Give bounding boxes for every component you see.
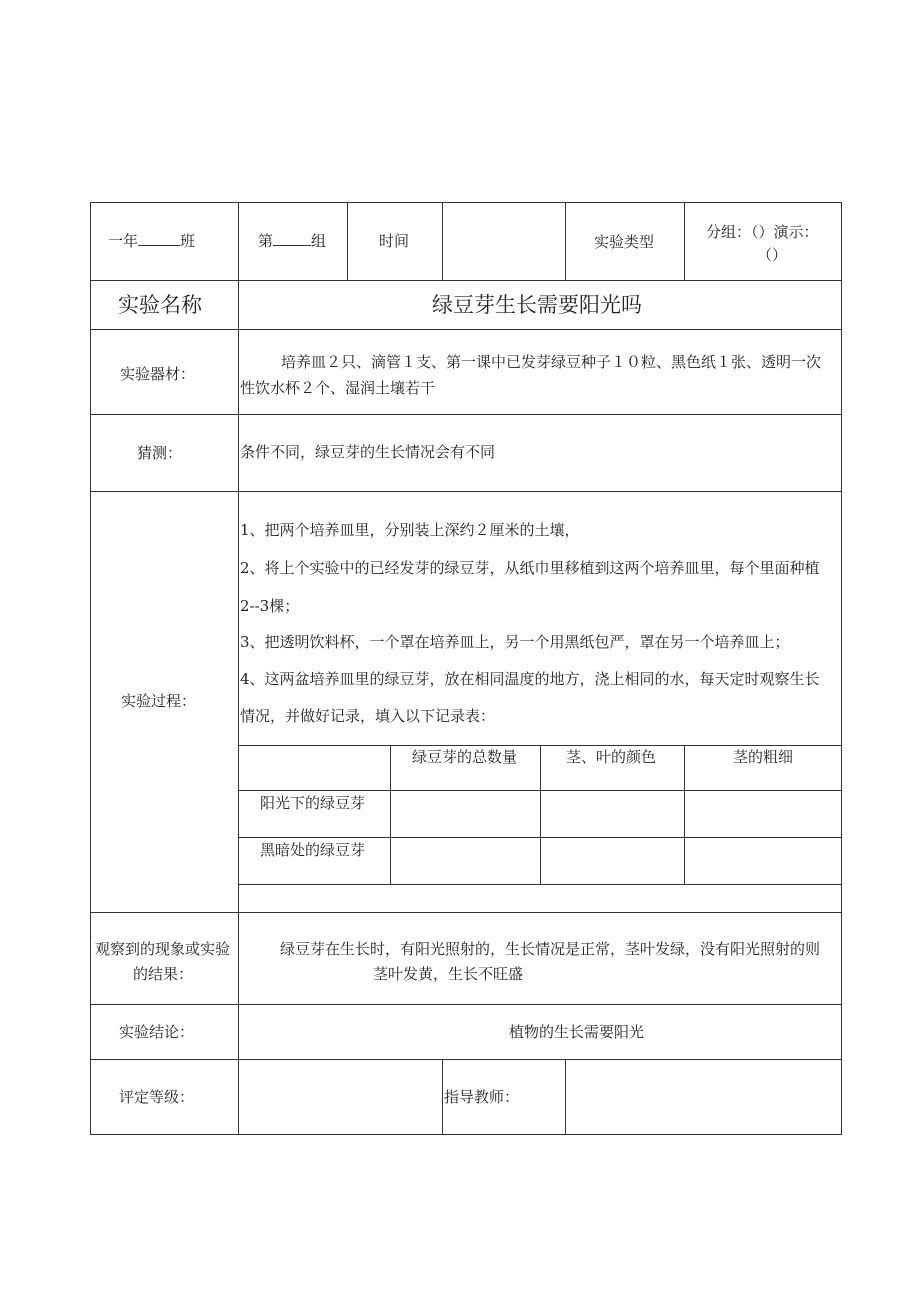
group-cell bbox=[258, 231, 326, 251]
result-label-line2: 的结果： bbox=[133, 965, 194, 983]
time-label: 时间 bbox=[379, 232, 410, 250]
table-header-count: 绿豆芽的总数量 bbox=[412, 748, 518, 766]
record-table-col3 bbox=[684, 745, 685, 884]
process-step-4: 4、这两盆培养皿里的绿豆芽，放在相同温度的地方，浇上相同的水，每天定时观察生长 bbox=[240, 670, 820, 688]
group-prefix: 第 bbox=[258, 232, 274, 250]
class-blank[interactable] bbox=[138, 231, 180, 246]
table-header-thickness: 茎的粗细 bbox=[733, 748, 794, 766]
guess-label: 猜测： bbox=[137, 444, 183, 462]
materials-line2: 性饮水杯２个、湿润土壤若干 bbox=[240, 379, 436, 397]
process-step-1: 1、把两个培养皿里，分别装上深约２厘米的土壤， bbox=[240, 521, 580, 539]
divider-header-3 bbox=[565, 202, 566, 280]
divider-grading-2 bbox=[565, 1059, 566, 1134]
type-label: 实验类型 bbox=[594, 233, 655, 251]
table-row-dark: 黑暗处的绿豆芽 bbox=[260, 841, 366, 859]
grade-label: 一年 bbox=[108, 232, 139, 250]
divider-grading-1 bbox=[442, 1059, 443, 1134]
result-line1: 绿豆芽在生长时，有阳光照射的，生长情况是正常，茎叶发绿，没有阳光照射的则 bbox=[280, 940, 821, 958]
divider-header-2 bbox=[442, 202, 443, 280]
divider-label-column bbox=[238, 202, 239, 1135]
guess-text: 条件不同，绿豆芽的生长情况会有不同 bbox=[240, 443, 496, 461]
group-blank[interactable] bbox=[273, 231, 311, 246]
grade-class-cell bbox=[108, 231, 195, 251]
process-step-4-cont: 情况，并做好记录，填入以下记录表： bbox=[240, 707, 496, 725]
record-table-bottom bbox=[238, 884, 841, 885]
materials-label: 实验器材： bbox=[120, 365, 196, 383]
border-left bbox=[90, 202, 91, 1135]
teacher-label: 指导教师： bbox=[444, 1088, 520, 1106]
process-step-3: 3、把透明饮料杯，一个罩在培养皿上，另一个用黑纸包严，罩在另一个培养皿上； bbox=[240, 633, 790, 651]
name-label: 实验名称 bbox=[118, 293, 202, 317]
group-suffix: 组 bbox=[311, 232, 327, 250]
divider-header bbox=[90, 280, 842, 281]
border-top bbox=[90, 202, 842, 203]
divider-conclusion bbox=[90, 1059, 842, 1060]
type-options-line1[interactable]: 分组：（）演示： bbox=[706, 223, 819, 241]
divider-process bbox=[90, 912, 842, 913]
type-options-line2[interactable]: （） bbox=[757, 246, 788, 264]
border-right bbox=[841, 202, 842, 1135]
class-suffix: 班 bbox=[180, 232, 196, 250]
table-row-sunlight: 阳光下的绿豆芽 bbox=[260, 794, 366, 812]
table-header-color: 茎、叶的颜色 bbox=[566, 748, 657, 766]
divider-name bbox=[90, 329, 842, 330]
divider-result bbox=[90, 1004, 842, 1005]
divider-materials bbox=[90, 414, 842, 415]
conclusion-text: 植物的生长需要阳光 bbox=[509, 1023, 645, 1041]
materials-line1: 培养皿２只、滴管１支、第一课中已发芽绿豆种子１０粒、黑色纸１张、透明一次 bbox=[281, 353, 822, 371]
divider-header-1 bbox=[347, 202, 348, 280]
record-table-col1 bbox=[390, 745, 391, 884]
divider-guess bbox=[90, 491, 842, 492]
result-label-line1: 观察到的现象或实验 bbox=[95, 940, 231, 958]
border-bottom bbox=[90, 1134, 842, 1135]
process-step-2: 2、将上个实验中的已经发芽的绿豆芽，从纸巾里移植到这两个培养皿里，每个里面种植 bbox=[240, 559, 820, 577]
conclusion-label: 实验结论： bbox=[119, 1023, 195, 1041]
result-line2: 茎叶发黄，生长不旺盛 bbox=[373, 965, 524, 983]
record-table-col2 bbox=[540, 745, 541, 884]
process-step-2-cont: 2--3棵； bbox=[240, 597, 300, 615]
divider-header-4 bbox=[684, 202, 685, 280]
process-label: 实验过程： bbox=[121, 692, 197, 710]
grade-label-text: 评定等级： bbox=[119, 1088, 195, 1106]
experiment-name: 绿豆芽生长需要阳光吗 bbox=[432, 293, 642, 317]
